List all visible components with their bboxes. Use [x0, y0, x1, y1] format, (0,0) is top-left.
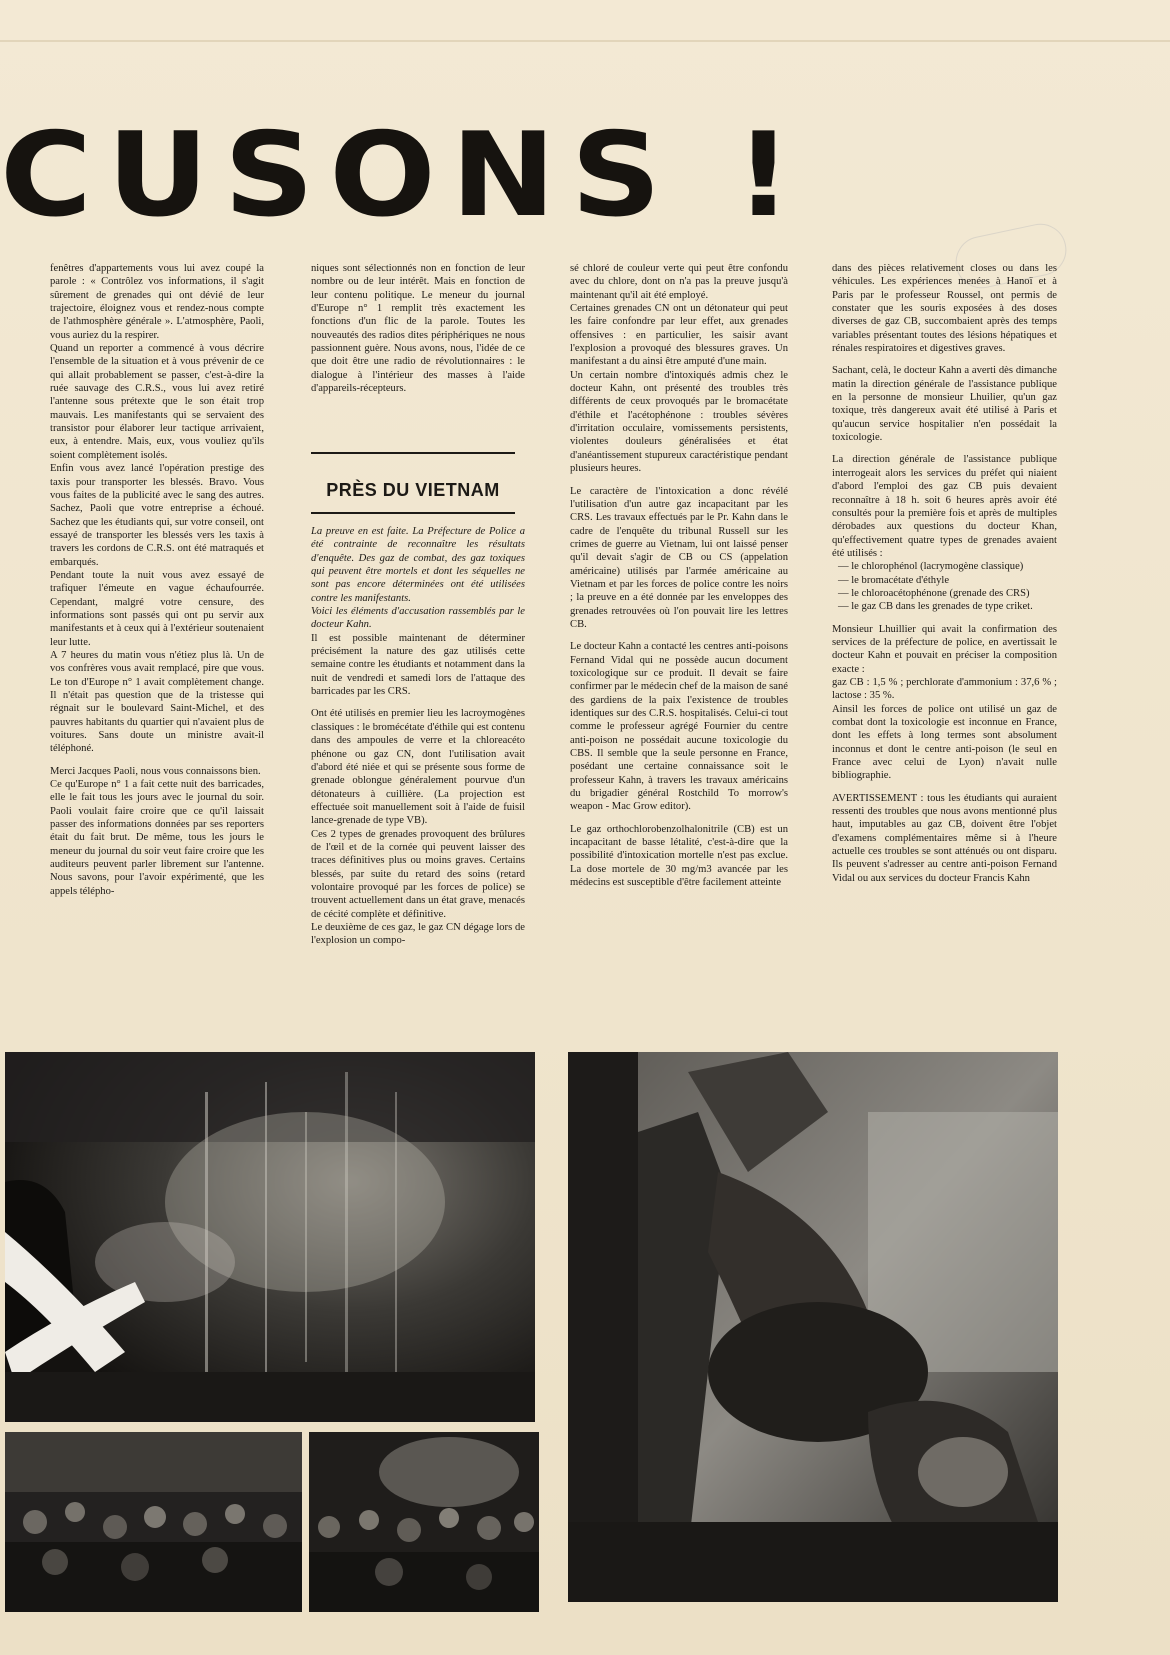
photo-crowd-left	[5, 1432, 302, 1612]
paragraph: sé chloré de couleur verte qui peut être confondu avec du chlore, dont on n'a pas la preuve jusqu'à maintenant qu'il ait été employé.	[570, 263, 788, 301]
paragraph: Pendant toute la nuit vous avez essayé de trafiquer l'émeute en vague échaufourrée. Cependant, malgré votre censure, des informations sont passés qui ont pu servir aux manifestants et à ceux qui à l'extérieur soutenaient leur lutte.	[50, 569, 264, 648]
article-column-2-bottom	[311, 525, 525, 1050]
paragraph: Enfin vous avez lancé l'opération prestige des taxis pour transporter les blessés. Bravo. Vous vous faites de la publicité avec le sang des autres. Sachez, Paoli que votre entreprise a échoué. Sachez que les étudiants qui, sur votre conseil, ont essayé de transporter les blessés vers les taxis à travers les cordons de C.R.S. ont été matraqués et embarqués.	[50, 463, 264, 568]
paragraph: Certaines grenades CN ont un détonateur qui peut les faire confondre par leur effet, aux grenades offensives : en particulier, les saisir avant l'explosion a provoqué des blessures graves. Un manifestant a du ainsi être amputé d'une main.	[570, 303, 788, 368]
paragraph: Ainsil les forces de police ont utilisé un gaz de combat dont la toxicologie est inconnue en France, dont les effets à long termes sont absolument inconnus et dont le centre anti-poison (le seul en France avec celui de Lyon) n'avait nulle bibliographie.	[832, 703, 1057, 782]
divider-rule	[311, 452, 515, 454]
paragraph: Ce qu'Europe n° 1 a fait cette nuit des barricades, elle le fait tous les jours avec le journal du soir. Paoli voulait faire croire que ce qu'il laissait passer des informations données par ses reporters était du fait brut. De même, tous les jours le meneur du journal du soir veut faire croire que les auditeurs peuvent parler librement sur l'antenne. Nous savons, pour l'avoir expérimenté, que les appels télépho-	[50, 779, 264, 897]
paragraph: Un certain nombre d'intoxiqués admis chez le docteur Kahn, ont présenté des troubles très différents de ceux provoqués par le bromacétate d'éthile et l'acétophénone : troubles sévères d'irritation occulaire, vomissements persistents, violentes douleurs généralisées et état d'anéantissement stupureux caractéristique pendant plusieurs heures.	[570, 369, 788, 475]
divider-rule	[311, 512, 515, 514]
headline: CUSONS !	[0, 122, 808, 230]
paragraph: Quand un reporter a commencé à vous décrire l'ensemble de la situation et à vous prévenir de ce qui allait probablement se passer, c'est-à-dire la ruée sauvage des C.R.S., vous lui avez retiré l'antenne sous prétexte que le son était trop mauvais. Les manifestants qui se servaient des transistor pour élaborer leur tactique arrivaient, eux, à entendre. Mais, eux, vous vouliez qu'ils soient complètement isolés.	[50, 343, 264, 461]
photo-crowd-right	[309, 1432, 539, 1612]
list-item: — le chloroacétophénone (grenade des CRS)	[838, 587, 1030, 599]
intro-paragraph: La preuve en est faite. La Préfecture de Police a été contrainte de reconnaître les résultats d'enquête. Des gaz de combat, des gaz toxiques qui peuvent être mortels et dont les séquelles ne sont pas encore déterminées ont été utilisées contre les manifestants.	[311, 526, 525, 604]
list-item: — le bromacétate d'éthyle	[838, 574, 950, 586]
paragraph: Le deuxième de ces gaz, le gaz CN dégage lors de l'explosion un compo-	[311, 921, 525, 947]
subheading: PRÈS DU VIETNAM	[326, 480, 500, 500]
paragraph: Merci Jacques Paoli, nous vous connaissons bien.	[50, 765, 261, 777]
paragraph: Monsieur Lhuillier qui avait la confirmation des services de la préfecture de police, en avertissait le docteur Kahn et pouvait en préciser la composition exacte :	[832, 623, 1057, 675]
paragraph: gaz CB : 1,5 % ; perchlorate d'ammonium : 37,6 % ; lactose : 35 %.	[832, 676, 1057, 702]
photo-riot-night	[5, 1052, 535, 1422]
paragraph: Ces 2 types de grenades provoquent des brûlures de l'œil et de la cornée qui peuvent laisser des traces définitives plus ou moins graves. Certains blessés, par suite du retard des soins (retard volontaire provoqué par les forces de police) se trouvent actuellement dans un état grave, menacés de cécité complète et définitive.	[311, 828, 525, 920]
paragraph: La direction générale de l'assistance publique interrogeait alors les services du préfet qui niaient d'abord l'emploi des gaz CB puis devaient reconnaître à 18 h. soit 6 heures après avoir été consultés pour la première fois et après de multiples dérobades aux questions du docteur Khan, qu'effectivement quatre types de grenades avaient été utilisés :	[832, 454, 1057, 559]
photo-injured-carried	[568, 1052, 1058, 1602]
article-column-2-top	[311, 262, 525, 422]
intro-paragraph: Voici les éléments d'accusation rassemblés par le docteur Kahn.	[311, 606, 525, 631]
grenade-type-list	[832, 560, 1057, 613]
paragraph: niques sont sélectionnés non en fonction de leur nombre ou de leur intérêt. Mais en fonction de leur contenu politique. Le meneur du journal d'Europe n° 1 remplit très exactement les fonctions d'un flic de la parole. Toutes les nouveautés des radios dites périphériques ne nous passionnent guère. Nous avons, nous, l'idée de ce que doit être une radio de révolutionnaires : le dialogue à l'intérieur des masses à l'aide d'appareils-récepteurs.	[311, 263, 525, 395]
paragraph: Le docteur Kahn a contacté les centres anti-poisons Fernand Vidal qui ne possède aucun document toxicologique sur ce produit. Il devait se faire confirmer par le médecin chef de la maison de sané des gardiens de la paix l'existence de troubles identiques sur des C.R.S. hospitalisés. Celui-ci tout comme le professeur agrégé Fournier du centre anti-poison ne possédait aucune toxicologie du CBS. Il semble que la seule personne en France, posédant une certaine connaissance soit le professeur Kahn, à travers les travaux américains du brigadier général Rostchild To morrow's weapon - Mac Grow editor).	[570, 641, 788, 813]
paragraph: Sachant, celà, le docteur Kahn a averti dès dimanche matin la direction générale de l'assistance publique en la personne de monsieur Lhuilier, qu'un gaz toxique, très dangereux avait été utilisé à Paris et qu'aucun service hospitalier n'en possédait la toxicologie.	[832, 365, 1057, 444]
article-column-3	[570, 262, 788, 1042]
article-column-1	[50, 262, 264, 1052]
paragraph: A 7 heures du matin vous n'étiez plus là. Un de vos confrères vous avait remplacé, pire que vous. Le ton d'Europe n° 1 avait complètement change. Il n'était pas question que de la tristesse qui régnait sur le boulevard Saint-Michel, et des pauvres habitants du quartier qui n'avaient plus de voitures. Sans doute un ministre avait-il téléphoné.	[50, 649, 264, 755]
paragraph: dans des pièces relativement closes ou dans les véhicules. Les expériences menées à Hanoï et à Paris par le professeur Roussel, ont permis de constater que les souris exposées à des doses diverses de gaz CB, succombaient après des temps variables présentant toutes des lésions hépatiques et rénales respiratoires et digestives graves.	[832, 263, 1057, 355]
paragraph: fenêtres d'appartements vous lui avez coupé la parole : « Contrôlez vos informations, il s'agit sûrement de grenades qui ont dévié de leur trajectoire, éloignez vous et rendez-nous compte de l'athmosphère générale ». L'atmosphère, Paoli, vous auriez du la respirer.	[50, 263, 264, 341]
paragraph: AVERTISSEMENT : tous les étudiants qui auraient ressenti des troubles que nous avons mentionné plus haut, imputables au gaz CB, doivent être l'objet d'examens complémentaires même si à l'heure actuelle ces troubles se sont atténués ou ont disparu. Ils peuvent s'adresser au centre anti-poison Fernand Vidal ou aux services du docteur Francis Kahn	[832, 792, 1057, 884]
paragraph: Ont été utilisés en premier lieu les lacroymogènes classiques : le bromécétate d'éthile qui est contenu dans des ampoules de verre et la chloreacéto phénone ou gaz CN, dont l'utilisation avait d'abord été niée et qui se présente sous forme de grenade oblongue généralement pourvue d'un détonateurs à cuillière. (La projection est effectuée soit manuellement soit à l'aide de fuisil lance-grenade de type VB).	[311, 708, 525, 827]
list-item: — le gaz CB dans les grenades de type criket.	[838, 601, 1033, 613]
paragraph: Le caractère de l'intoxication a donc révélé l'utilisation d'un autre gaz incapacitant par les CRS. Les travaux effectués par le Pr. Kahn dans le cadre de l'enquête du tribunal Russell sur les crimes de guerre au Vietnam, lui ont laissé penser qu'il devait s'agir de CB ou CS (appelation américaine) utilisés par l'armée américaine au Vietnam et par les forces de police contre les noirs ; la preuve en a été donnée par les enveloppes des grenades retrouvées où l'on pouvait lire les lettres CB.	[570, 485, 788, 630]
article-column-4	[832, 262, 1057, 1032]
paragraph: Le gaz orthochlorobenzolhalonitrile (CB) est un incapacitant de basse létalité, c'est-à-dire que la possibilité d'intoxication mortelle n'est pas exclue. La dose mortele de 30 mg/m3 avancée par les médecins est susceptible d'être facilement atteinte	[570, 823, 788, 889]
fold-line	[0, 40, 1170, 42]
list-item: — le chlorophénol (lacrymogène classique)	[838, 561, 1024, 573]
paragraph: Il est possible maintenant de déterminer précisément la nature des gaz utilisés cette semaine contre les étudiants et notamment dans la nuit de vendredi et samedi lors de l'attaque des barricades par les CRS.	[311, 632, 525, 698]
